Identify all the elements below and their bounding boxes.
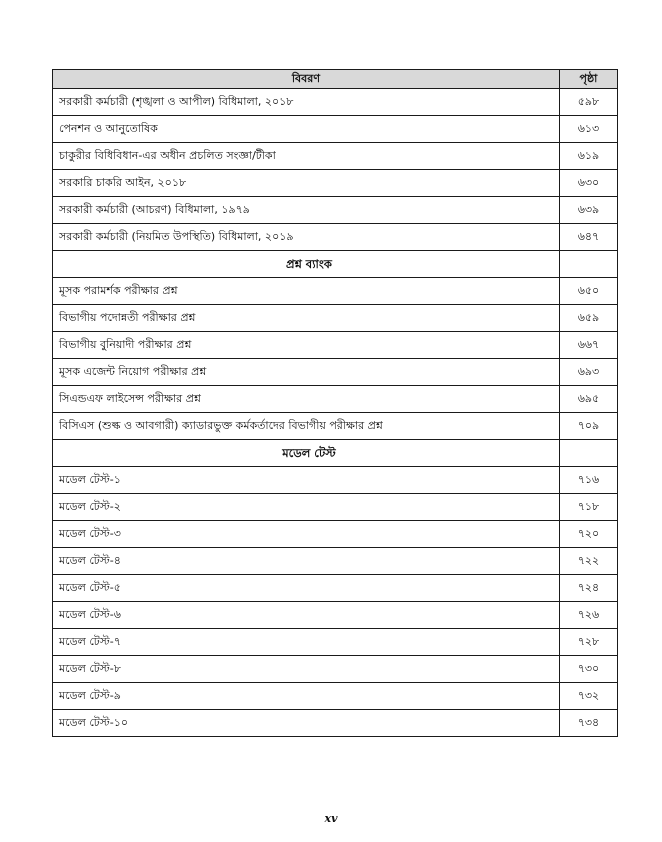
entry-description: সরকারি চাকরি আইন, ২০১৮ xyxy=(53,170,560,197)
entry-description: মডেল টেস্ট-১ xyxy=(53,467,560,494)
entry-page-number: ৭১৮ xyxy=(559,494,617,521)
section-title: মডেল টেস্ট xyxy=(53,440,560,467)
entry-page-number: ৭২৪ xyxy=(559,575,617,602)
table-row xyxy=(53,224,618,251)
table-row xyxy=(53,710,618,737)
entry-page-number: ৬৩০ xyxy=(559,170,617,197)
entry-description: মডেল টেস্ট-৯ xyxy=(53,683,560,710)
entry-description: মডেল টেস্ট-৫ xyxy=(53,575,560,602)
entry-page-number: ৬৬৭ xyxy=(559,332,617,359)
entry-description: বিভাগীয় পদোন্নতী পরীক্ষার প্রশ্ন xyxy=(53,305,560,332)
table-row xyxy=(53,656,618,683)
entry-page-number: ৬১৩ xyxy=(559,116,617,143)
entry-description: সিএন্ডএফ লাইসেন্স পরীক্ষার প্রশ্ন xyxy=(53,386,560,413)
entry-page-number: ৭০৯ xyxy=(559,413,617,440)
entry-description: বিভাগীয় বুনিয়াদী পরীক্ষার প্রশ্ন xyxy=(53,332,560,359)
table-header-row xyxy=(53,70,618,89)
entry-page-number: ৭৩৪ xyxy=(559,710,617,737)
entry-description: পেনশন ও আনুতোষিক xyxy=(53,116,560,143)
entry-description: মডেল টেস্ট-৩ xyxy=(53,521,560,548)
table-row xyxy=(53,413,618,440)
entry-description: মডেল টেস্ট-৭ xyxy=(53,629,560,656)
entry-page-number: ৭২৮ xyxy=(559,629,617,656)
table-row xyxy=(53,521,618,548)
entry-description: মডেল টেস্ট-৮ xyxy=(53,656,560,683)
table-row xyxy=(53,116,618,143)
entry-page-number: ৭২২ xyxy=(559,548,617,575)
section-heading-row xyxy=(53,440,618,467)
table-row xyxy=(53,575,618,602)
entry-page-number: ৬৫৯ xyxy=(559,305,617,332)
entry-page-number: ৭৩০ xyxy=(559,656,617,683)
table-body xyxy=(53,89,618,737)
table-row xyxy=(53,629,618,656)
table-row xyxy=(53,602,618,629)
entry-page-number: ৬৩৯ xyxy=(559,197,617,224)
entry-description: সরকারী কর্মচারী (শৃঙ্খলা ও আপীল) বিধিমালা, ২০১৮ xyxy=(53,89,560,116)
entry-page-number: ৫৯৮ xyxy=(559,89,617,116)
entry-description: সরকারী কর্মচারী (আচরণ) বিধিমালা, ১৯৭৯ xyxy=(53,197,560,224)
entry-page-number xyxy=(559,251,617,278)
entry-description: বিসিএস (শুল্ক ও আবগারী) ক্যাডারভুক্ত কর্মকর্তাদের বিভাগীয় পরীক্ষার প্রশ্ন xyxy=(53,413,560,440)
entry-page-number: ৬৯৫ xyxy=(559,386,617,413)
entry-description: সরকারী কর্মচারী (নিয়মিত উপস্থিতি) বিধিমালা, ২০১৯ xyxy=(53,224,560,251)
table-row xyxy=(53,278,618,305)
entry-page-number: ৭২০ xyxy=(559,521,617,548)
page-number: xv xyxy=(324,812,338,825)
table-row xyxy=(53,359,618,386)
entry-description: মূসক এজেন্ট নিয়োগ পরীক্ষার প্রশ্ন xyxy=(53,359,560,386)
entry-description: চাকুরীর বিধিবিধান-এর অধীন প্রচলিত সংজ্ঞা/টীকা xyxy=(53,143,560,170)
table-row xyxy=(53,143,618,170)
entry-page-number: ৭৩২ xyxy=(559,683,617,710)
table-row xyxy=(53,170,618,197)
entry-page-number: ৬১৯ xyxy=(559,143,617,170)
entry-page-number: ৭২৬ xyxy=(559,602,617,629)
table-row xyxy=(53,467,618,494)
entry-description: মডেল টেস্ট-২ xyxy=(53,494,560,521)
table-row xyxy=(53,89,618,116)
entry-description: মডেল টেস্ট-১০ xyxy=(53,710,560,737)
table-row xyxy=(53,332,618,359)
entry-page-number: ৬৯৩ xyxy=(559,359,617,386)
entry-description: মডেল টেস্ট-৬ xyxy=(53,602,560,629)
entry-description: মূসক পরামর্শক পরীক্ষার প্রশ্ন xyxy=(53,278,560,305)
table-row xyxy=(53,386,618,413)
table-row xyxy=(53,197,618,224)
entry-page-number: ৬৫০ xyxy=(559,278,617,305)
section-heading-row xyxy=(53,251,618,278)
table-of-contents xyxy=(52,69,618,737)
table-row xyxy=(53,683,618,710)
table-row xyxy=(53,305,618,332)
section-title: প্রশ্ন ব্যাংক xyxy=(53,251,560,278)
entry-page-number: ৭১৬ xyxy=(559,467,617,494)
header-page: পৃষ্ঠা xyxy=(559,70,617,89)
entry-description: মডেল টেস্ট-৪ xyxy=(53,548,560,575)
entry-page-number: ৬৪৭ xyxy=(559,224,617,251)
table-row xyxy=(53,548,618,575)
header-description: বিবরণ xyxy=(53,70,560,89)
table-row xyxy=(53,494,618,521)
entry-page-number xyxy=(559,440,617,467)
